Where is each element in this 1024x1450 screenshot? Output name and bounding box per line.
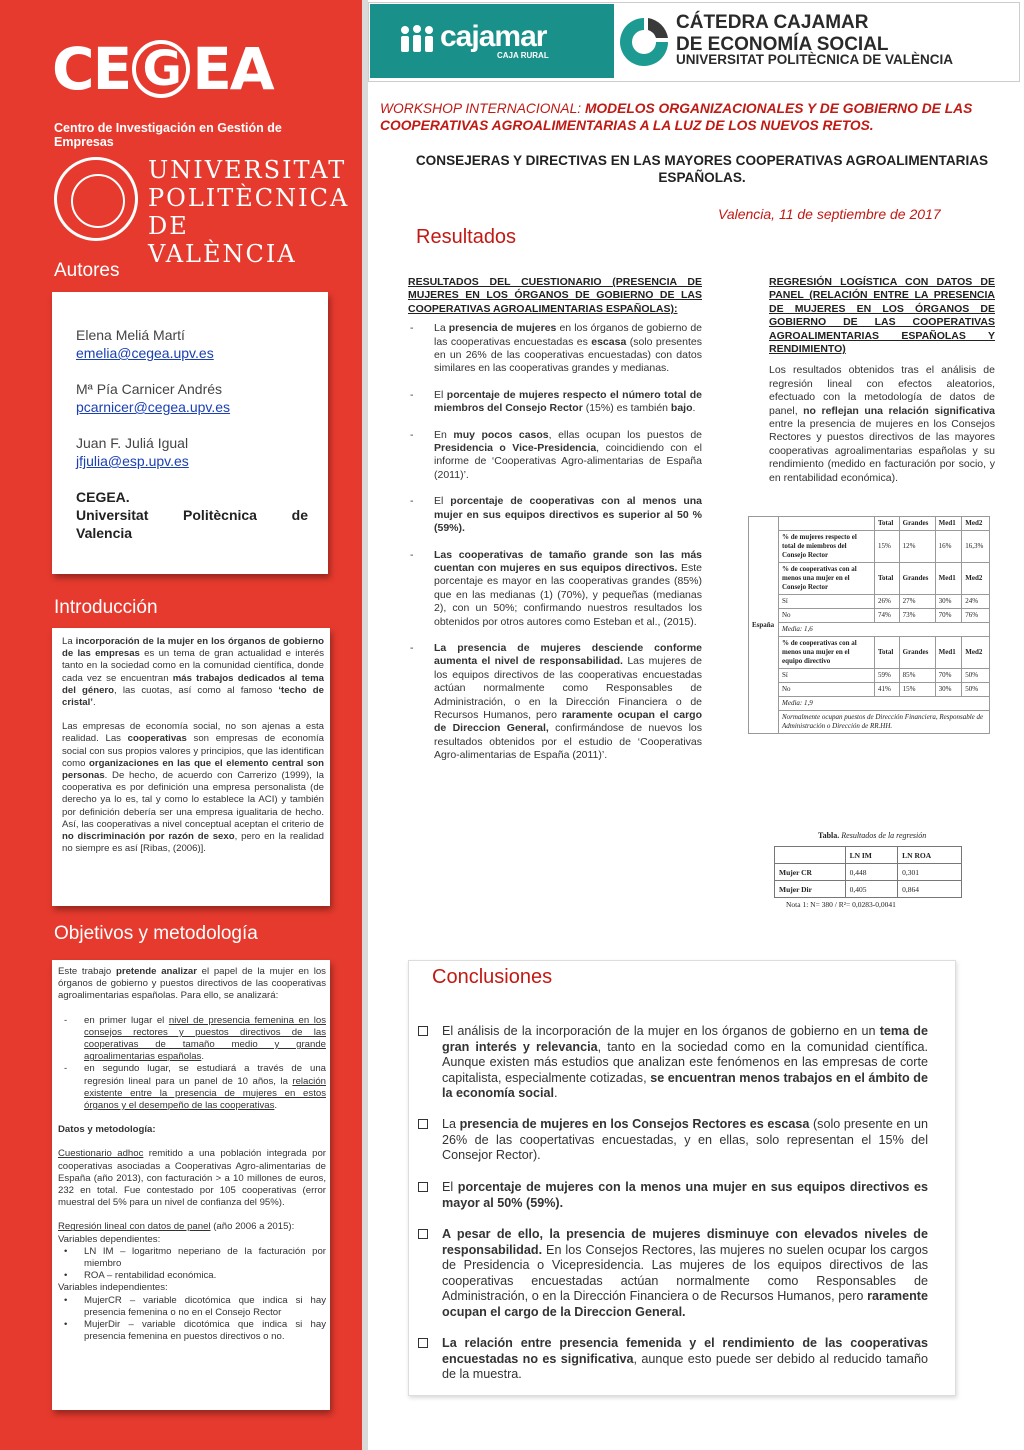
list-item: • MujerCR – variable dicotómica que indica si hay presencia femenina o no en el Consejo Rector <box>64 1294 326 1318</box>
catedra-subtitle: UNIVERSITAT POLITÈCNICA DE VALÈNCIA <box>676 52 954 67</box>
table-cell: 70% <box>935 669 962 683</box>
table-cell: % de cooperativas con al menos una mujer en el Consejo Rector <box>779 563 875 595</box>
objectives-paragraph: Este trabajo pretende analizar el papel de la mujer en los órganos de gobierno y puestos directivos de las cooperativas agroalimentarias españolas. Para ello, se analizará: <box>58 966 326 1002</box>
table-cell: 16% <box>935 531 962 563</box>
table-cell: 50% <box>962 683 990 697</box>
table-caption: Tabla. Resultados de la regresión <box>818 831 927 840</box>
table-cell: Mujer Dir <box>775 881 846 898</box>
table-cell: Grandes <box>899 637 935 669</box>
table-cell: Total <box>875 563 900 595</box>
workshop-title: WORKSHOP INTERNACIONAL: MODELOS ORGANIZACIONALES Y DE GOBIERNO DE LAS COOPERATIVAS AGROALIMENTARIAS A LA LUZ DE LOS NUEVOS RETOS. <box>380 101 973 133</box>
table-note: Nota 1: N= 380 / R²= 0,0283-0,0041 <box>786 900 896 909</box>
conclusion-item: El porcentaje de mujeres con la menos una mujer en sus equipos directivos es mayor al 50% (59%). <box>416 1180 928 1211</box>
table-cell: Med2 <box>962 517 990 531</box>
checkbox-icon <box>418 1229 428 1239</box>
table-cell: Normalmente ocupan puestos de Dirección Financiera, Responsable de Administración o Dirección de RR.HH. <box>779 711 990 734</box>
checkbox-icon <box>418 1026 428 1036</box>
table-cell: LN ROA <box>898 847 962 864</box>
cegea-subtitle: Centro de Investigación en Gestión de Empresas <box>54 121 282 149</box>
list-item: - En muy pocos casos, ellas ocupan los puestos de Presidencia o Vice-Presidencia, coincidiendo con el informe de ‘Cooperativas Agro-alimentarias de España (2011)’. <box>410 428 702 481</box>
subheading: Variables independientes: <box>58 1282 168 1294</box>
table-cell: No <box>779 683 875 697</box>
table-cell: 76% <box>962 609 990 623</box>
objectives-paragraph: Regresión lineal con datos de panel (año 2006 a 2015): <box>58 1221 295 1233</box>
table-cell: Mujer CR <box>775 864 846 881</box>
table-cell: 50% <box>962 669 990 683</box>
objectives-card <box>52 960 330 1410</box>
list-item: - Las cooperativas de tamaño grande son las más cuentan con mujeres en sus equipos directivos. Este porcentaje es mayor en las cooperativas grandes (85%) que en las medianas (1) (70%), y pequeñas (medianas 2), con un 50%; confirmando nuestros resultados los obtenidos por otros autores como Esteban et al., (2015). <box>410 548 702 628</box>
table-row <box>749 669 990 683</box>
table-cell: 30% <box>935 595 962 609</box>
table-cell: 70% <box>935 609 962 623</box>
table-cell: 24% <box>962 595 990 609</box>
author-name: Mª Pía Carnicer Andrés <box>76 381 223 397</box>
table-row <box>749 609 990 623</box>
table-cell: 59% <box>875 669 900 683</box>
table-cell: LN IM <box>845 847 898 864</box>
table-cell: % de cooperativas con al menos una mujer en el equipo directivo <box>779 637 875 669</box>
table-cell: No <box>779 609 875 623</box>
table-row <box>775 881 962 898</box>
column-heading: REGRESIÓN LOGÍSTICA CON DATOS DE PANEL (RELACIÓN ENTRE LA PRESENCIA DE MUJERES EN LOS ÓRGANOS DE GOBIERNO DE LAS COOPERATIVAS AGROALIMENTARIAS ESPAÑOLAS Y RENDIMIENTO) <box>769 276 995 356</box>
list-item: - El porcentaje de cooperativas con al menos una mujer en sus equipos directivos es superior al 50 % (59%). <box>410 495 702 535</box>
intro-heading: Introducción <box>54 597 158 618</box>
list-item: • MujerDir – variable dicotómica que indica si hay presencia femenina en puestos directivos o no. <box>64 1319 326 1343</box>
table-row <box>749 697 990 711</box>
cajamar-wordmark: cajamar <box>440 20 547 53</box>
affiliation: CEGEA. <box>76 489 130 505</box>
table-cell: 41% <box>875 683 900 697</box>
table-cell: % de mujeres respecto el total de miembros del Consejo Rector <box>779 531 875 563</box>
author-email[interactable]: jfjulia@esp.upv.es <box>76 453 189 469</box>
table-cell <box>775 847 846 864</box>
table-cell: España <box>749 517 779 734</box>
catedra-title: CÁTEDRA CAJAMAR DE ECONOMÍA SOCIAL <box>676 12 889 55</box>
table-row <box>749 683 990 697</box>
table-row <box>749 595 990 609</box>
results-paragraph: Los resultados obtenidos tras el análisis de regresión lineal con efectos aleatorios, efectuado con la metodología de datos de panel, no reflejan una relación significativa entre la presencia de mujeres en los Consejos Rectores y puestos directivos de las mayores cooperativas agroalimentarias españolas y su rendimiento (medido en facturación por socio, y en rentabilidad económica). <box>769 364 996 484</box>
table-cell: 0,864 <box>898 881 962 898</box>
intro-card <box>52 628 330 906</box>
list-item: • LN IM – logaritmo neperiano de la facturación por miembro <box>64 1245 326 1270</box>
regression-table <box>774 846 962 898</box>
table-cell: Grandes <box>899 563 935 595</box>
table-cell: 15% <box>875 531 900 563</box>
column-heading: RESULTADOS DEL CUESTIONARIO (PRESENCIA DE MUJERES EN LOS ÓRGANOS DE GOBIERNO DE LAS COOPERATIVAS AGROALIMENTARIAS ESPAÑOLAS): <box>408 276 702 315</box>
table-cell: Med2 <box>962 637 990 669</box>
author-email[interactable]: emelia@cegea.upv.es <box>76 345 214 361</box>
table-cell: Media: 1,6 <box>779 623 990 637</box>
results-heading: Resultados <box>416 226 517 248</box>
affiliation: Valencia <box>76 525 133 541</box>
table-row <box>749 711 990 734</box>
checkbox-icon <box>418 1119 428 1129</box>
results-column-2 <box>769 276 995 485</box>
table-cell: Med1 <box>935 517 962 531</box>
table-cell: 0,405 <box>845 881 898 898</box>
table-row <box>775 864 962 881</box>
people-icon <box>398 24 436 54</box>
authors-heading: Autores <box>54 260 120 281</box>
checkbox-icon <box>418 1182 428 1192</box>
catedra-logo-icon <box>616 14 672 70</box>
table-cell: 26% <box>875 595 900 609</box>
cegea-logo: CE G EA <box>52 35 273 103</box>
conclusion-item: La presencia de mujeres en los Consejos Rectores es escasa (solo presente en un 26% de las coopertativas encuestadas, y en ellas, solo representan el 15% del Consejor Rector). <box>416 1117 928 1164</box>
conclusion-item: El análisis de la incorporación de la mujer en los órganos de gobierno en un tema de gran interés y relevancia, tanto en la sociedad como en la comunidad científica. Aunque existen más estudios que analizan este fenómenos en las empresas de corte capitalista, especialmente cotizadas, se encuentran menos trabajos en el ámbito de la economía social. <box>416 1024 928 1102</box>
intro-paragraph: Las empresas de economía social, no son ajenas a esta realidad. Las cooperativas son empresas de economía social con sus propios valores y principios, que las identifican como organizaciones en las que el elemento central son personas. De hecho, de acuerdo con Carrerizo (1999), la cooperativa es por definición una empresa personalista (de derecho ya lo es, tal y como lo establece la ACI) y también por definición debería ser una empresa igualitaria de hecho. Así, las cooperativas a nivel conceptual aceptan el criterio de no discriminación por razón de sexo, pero en la realidad no siempre es así [Ribas, (2006)]. <box>62 721 324 855</box>
conclusion-item: A pesar de ello, la presencia de mujeres disminuye con elevados niveles de responsabilidad. En los Consejos Rectores, las mujeres no suelen ocupar los cargos de Presidencia o Vicepresidencia. Las mujeres de los equipos directivos de las cooperativas encuestadas actúan normalmente como Responsables de Administración, o en la Dirección Financiera o de Recursos Humanos, pero raramente ocupan el cargo de la Direccion General. <box>416 1227 928 1321</box>
table-cell: Med2 <box>962 563 990 595</box>
table-cell: Total <box>875 637 900 669</box>
list-item: - en segundo lugar, se estudiará a través de una regresión lineal para un panel de 10 años, la relación existente entre la presencia de mujeres en estos órganos y el desempeño de las cooperativas. <box>64 1063 326 1112</box>
table-cell: 15% <box>899 683 935 697</box>
survey-table <box>748 516 990 734</box>
table-cell: 0,301 <box>898 864 962 881</box>
upv-logo: UNIVERSITAT POLITÈCNICA DE VALÈNCIA <box>148 156 350 268</box>
table-cell: Sí <box>779 595 875 609</box>
table-cell: 12% <box>899 531 935 563</box>
table-cell: 0,448 <box>845 864 898 881</box>
list-item: - en primer lugar el nivel de presencia femenina en los consejos rectores y puestos directivos de las cooperativas de tamaño medio y grande agroalimentarias españolas. <box>64 1014 326 1063</box>
list-item: - La presencia de mujeres en los órganos de gobierno de las cooperativas encuestadas es escasa (solo presentes en un 26% de las cooperativas encuestadas) con datos similares en las cooperativas grandes y medianas. <box>410 322 702 375</box>
table-row <box>749 517 990 531</box>
list-item: - La presencia de mujeres desciende conforme aumenta el nivel de responsabilidad. Las mujeres de los equipos directivos de las cooperativas encuestadas actúan normalmente como Responsables de Administración, o en la Dirección Financiera o de Recursos Humanos, pero raramente ocupan el cargo de Direccion General, confirmándose de nuevos los resultados obtenidos por el estudio de ‘Cooperativas Agro-alimentarias de España (2011)’. <box>410 641 702 762</box>
table-cell: 27% <box>899 595 935 609</box>
table-cell: 74% <box>875 609 900 623</box>
list-item: - El porcentaje de mujeres respecto el número total de miembros del Consejo Rector (15%) es también bajo. <box>410 388 702 415</box>
poster-subtitle: CONSEJERAS Y DIRECTIVAS EN LAS MAYORES COOPERATIVAS AGROALIMENTARIAS ESPAÑOLAS. <box>415 153 989 185</box>
table-cell: Grandes <box>899 517 935 531</box>
affiliation: Universitat Politècnica de <box>76 507 308 523</box>
results-column-1 <box>408 276 702 776</box>
list-item: • ROA – rentabilidad económica. <box>64 1270 217 1282</box>
table-cell: Total <box>875 517 900 531</box>
checkbox-icon <box>418 1338 428 1348</box>
author-name: Elena Meliá Martí <box>76 327 185 343</box>
table-row <box>749 563 990 595</box>
subheading: Variables dependientes: <box>58 1233 161 1245</box>
table-cell: 16,3% <box>962 531 990 563</box>
author-name: Juan F. Juliá Igual <box>76 435 189 451</box>
conclusions-heading: Conclusiones <box>432 966 553 988</box>
subheading: Datos y metodología: <box>58 1124 156 1136</box>
objectives-heading: Objetivos y metodología <box>54 923 258 944</box>
conclusion-item: La relación entre presencia femenida y el rendimiento de las cooperativas encuestadas no es significativa, aunque esto puede ser debido al reducido tamaño de la muestra. <box>416 1336 928 1383</box>
upv-seal-icon <box>54 157 138 241</box>
table-cell: Med1 <box>935 563 962 595</box>
table-cell: 30% <box>935 683 962 697</box>
table-cell: 73% <box>899 609 935 623</box>
event-date: Valencia, 11 de septiembre de 2017 <box>718 206 941 222</box>
table-cell: Media: 1,9 <box>779 697 990 711</box>
divider-strip <box>362 0 368 1450</box>
authors-card <box>52 292 328 574</box>
table-cell: Med1 <box>935 637 962 669</box>
table-row <box>775 847 962 864</box>
cajamar-subtitle: CAJA RURAL <box>497 51 549 60</box>
author-email[interactable]: pcarnicer@cegea.upv.es <box>76 399 231 415</box>
objectives-paragraph: Cuestionario adhoc remitido a una población integrada por cooperativas asociadas a Cooperativas Agro-alimentarias de España (año 2013), con facturación > a 10 millones de euros, 232 en total. Fue contestado por 105 cooperativas (error muestral del 5% para un nivel de confianza del 95%). <box>58 1148 326 1209</box>
intro-paragraph: La incorporación de la mujer en los órganos de gobierno de las empresas es un tema de gran actualidad e interés tanto en la sociedad como en la comunidad científica, donde cada vez se encuentran más trabajos dedicados al tema del género, las cuotas, así como al famoso ‘techo de cristal’. <box>62 636 325 709</box>
table-row <box>749 623 990 637</box>
table-cell: 85% <box>899 669 935 683</box>
table-row <box>749 637 990 669</box>
table-row <box>749 531 990 563</box>
table-cell: Sí <box>779 669 875 683</box>
